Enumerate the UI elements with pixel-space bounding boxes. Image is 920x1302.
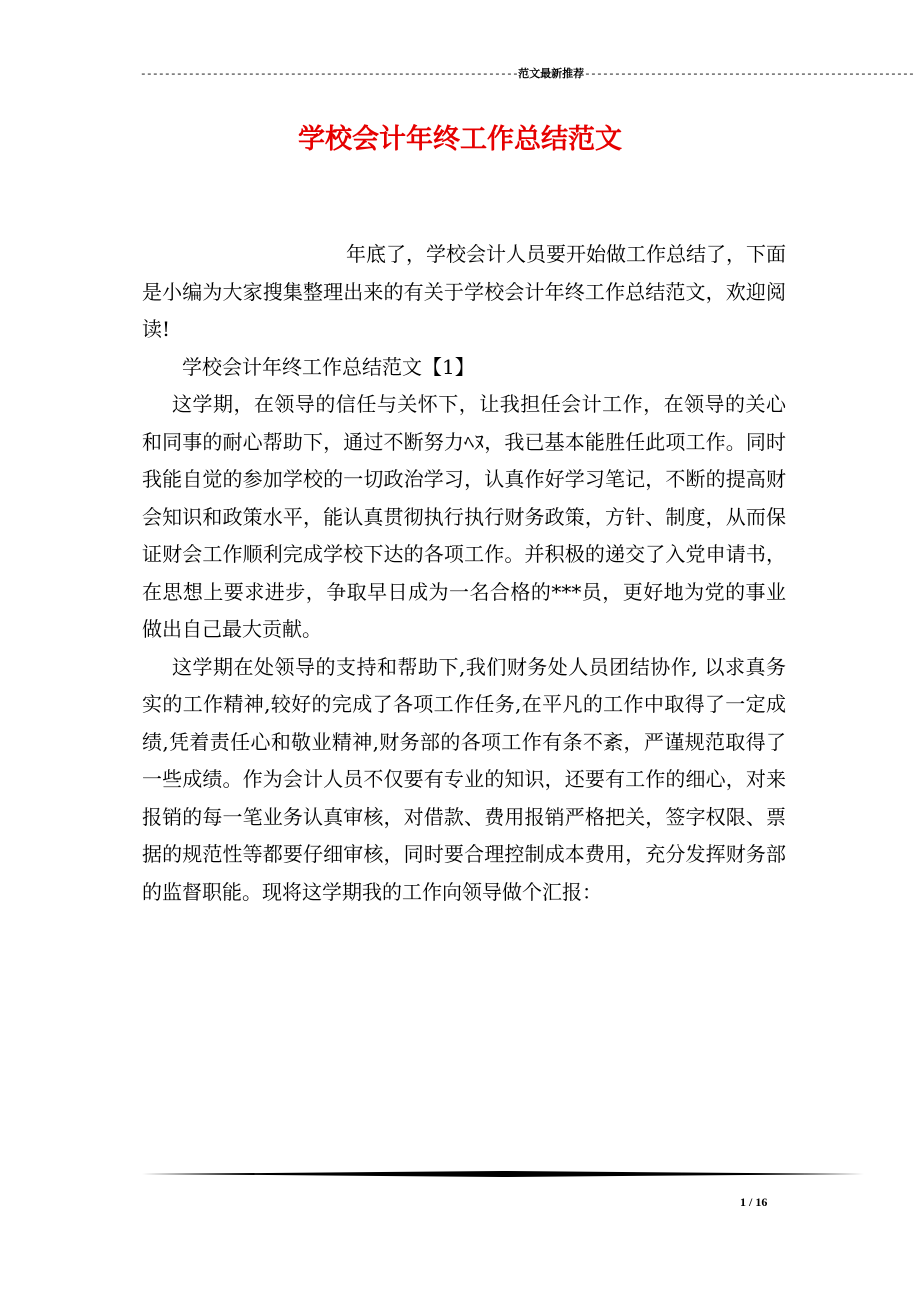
header-dashes-right: -------------------------------------------------------	[584, 69, 915, 81]
intro-paragraph: 年底了，学校会计人员要开始做工作总结了，下面是小编为大家搜集整理出来的有关于学校会计年终工作总结范文，欢迎阅读!	[142, 242, 786, 341]
section-heading: 学校会计年终工作总结范文【1】	[182, 354, 475, 379]
body-paragraph-2: 这学期在处领导的支持和帮助下,我们财务处人员团结协作, 以求真务实的工作精神,较好的完成了各项工作任务,在平凡的工作中取得了一定成绩,凭着责任心和敬业精神,财务部的各项工作有条不紊，严谨规范取得了一些成绩。作为会计人员不仅要有专业的知识，还要有工作的细心，对来报销的每一笔业务认真审核，对借款、费用报销严格把关，签字权限、票据的规范性等都要仔细审核，同时要合理控制成本费用，充分发挥财务部的监督职能。现将这学期我的工作向领导做个汇报：	[142, 654, 786, 904]
header-dashes-left: ---------------------------------------------------------------	[140, 69, 519, 81]
body-paragraph-1: 这学期，在领导的信任与关怀下，让我担任会计工作，在领导的关心和同事的耐心帮助下，通过不断努力ﾍﾇ，我已基本能胜任此项工作。同时我能自觉的参加学校的一切政治学习，认真作好学习笔记，不断的提高财会知识和政策水平，能认真贯彻执行执行财务政策，方针、制度，从而保证财会工作顺利完成学校下达的各项工作。并积极的递交了入党申请书，在思想上要求进步，争取早日成为一名合格的***员，更好地为党的事业做出自己最大贡献。	[142, 392, 786, 641]
footer-rule	[142, 1171, 864, 1177]
header-label: 范文最新推荐	[518, 67, 585, 80]
document-title: 学校会计年终工作总结范文	[298, 124, 622, 155]
page-number: 1 / 16	[740, 1195, 768, 1209]
document-body	[142, 236, 786, 911]
page-header	[140, 66, 915, 83]
